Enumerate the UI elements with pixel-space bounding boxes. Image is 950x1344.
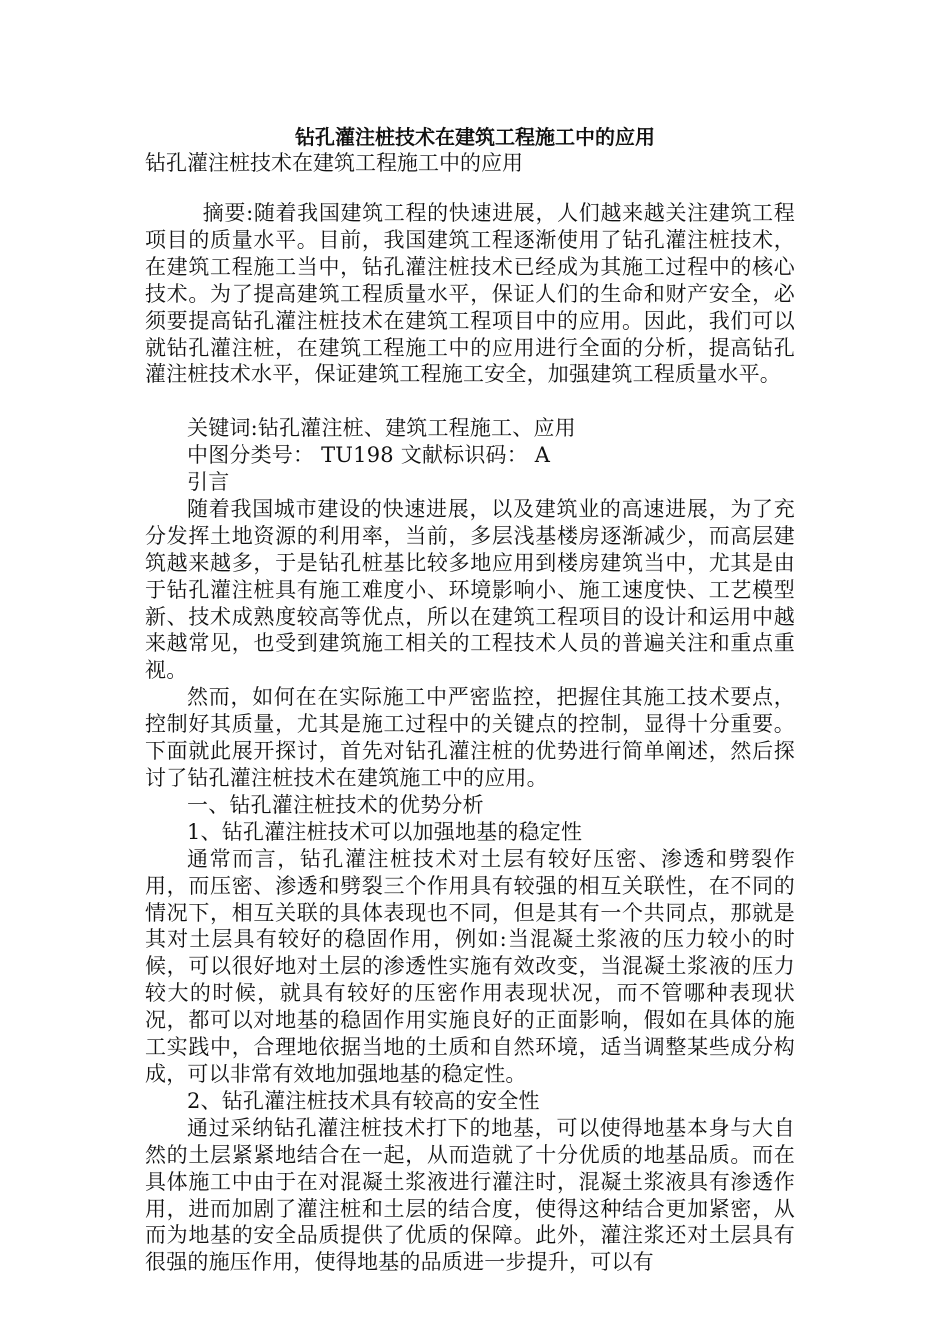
abstract-paragraph: 摘要:随着我国建筑工程的快速进展，人们越来越关注建筑工程项目的质量水平。目前，我国建筑工程逐渐使用了钻孔灌注桩技术，在建筑工程施工当中，钻孔灌注桩技术已经成为其施工过程中的核心技术。为了提高建筑工程质量水平，保证人们的生命和财产安全，必须要提高钻孔灌注桩技术在建筑工程项目中的应用。因此，我们可以就钻孔灌注桩，在建筑工程施工中的应用进行全面的分析，提高钻孔灌注桩技术水平，保证建筑工程施工安全，加强建筑工程质量水平。 xyxy=(145,201,795,387)
subsection-2-heading: 2、钻孔灌注桩技术具有较高的安全性 xyxy=(187,1088,540,1113)
document-title: 钻孔灌注桩技术在建筑工程施工中的应用 xyxy=(295,125,655,149)
intro-heading: 引言 xyxy=(187,470,230,495)
keywords-line: 关键词:钻孔灌注桩、建筑工程施工、应用 xyxy=(187,416,576,441)
section-1-heading: 一、钻孔灌注桩技术的优势分析 xyxy=(187,792,484,817)
intro-paragraph-1: 随着我国城市建设的快速进展，以及建筑业的高速进展，为了充分发挥土地资源的利用率，当前，多层浅基楼房逐渐减少，而高层建筑越来越多，于是钻孔桩基比较多地应用到楼房建筑当中，尤其是由于钻孔灌注桩具有施工难度小、环境影响小、施工速度快、工艺模型新、技术成熟度较高等优点，所以在建筑工程项目的设计和运用中越来越常见，也受到建筑施工相关的工程技术人员的普遍关注和重点重视。 xyxy=(145,496,795,683)
subsection-2-paragraph: 通过采纳钻孔灌注桩技术打下的地基，可以使得地基本身与大自然的土层紧紧地结合在一起，从而造就了十分优质的地基品质。而在具体施工中由于在对混凝土浆液进行灌注时，混凝土浆液具有渗透作用，进而加剧了灌注桩和土层的结合度，使得这种结合更加紧密，从而为地基的安全品质提供了优质的保障。此外，灌注浆还对土层具有很强的施压作用，使得地基的品质进一步提升，可以有 xyxy=(145,1115,795,1275)
intro-paragraph-2: 然而，如何在在实际施工中严密监控，把握住其施工技术要点，控制好其质量，尤其是施工过程中的关键点的控制，显得十分重要。下面就此展开探讨，首先对钻孔灌注桩的优势进行简单阐述，然后探讨了钻孔灌注桩技术在建筑施工中的应用。 xyxy=(145,685,795,791)
document-subtitle: 钻孔灌注桩技术在建筑工程施工中的应用 xyxy=(145,151,523,175)
subsection-1-paragraph: 通常而言，钻孔灌注桩技术对土层有较好压密、渗透和劈裂作用，而压密、渗透和劈裂三个作用具有较强的相互关联性，在不同的情况下，相互关联的具体表现也不同，但是其有一个共同点，那就是其对土层具有较好的稳固作用，例如:当混凝土浆液的压力较小的时候，可以很好地对土层的渗透性实施有效改变，当混凝土浆液的压力较大的时候，就具有较好的压密作用表现状况，而不管哪种表现状况，都可以对地基的稳固作用实施良好的正面影响，假如在具体的施工实践中，合理地依据当地的土质和自然环境，适当调整某些成分构成，可以非常有效地加强地基的稳定性。 xyxy=(145,846,795,1086)
classification-line: 中图分类号： TU198 文献标识码： A xyxy=(187,443,551,468)
document-body xyxy=(145,200,795,1276)
subsection-1-heading: 1、钻孔灌注桩技术可以加强地基的稳定性 xyxy=(187,819,583,844)
